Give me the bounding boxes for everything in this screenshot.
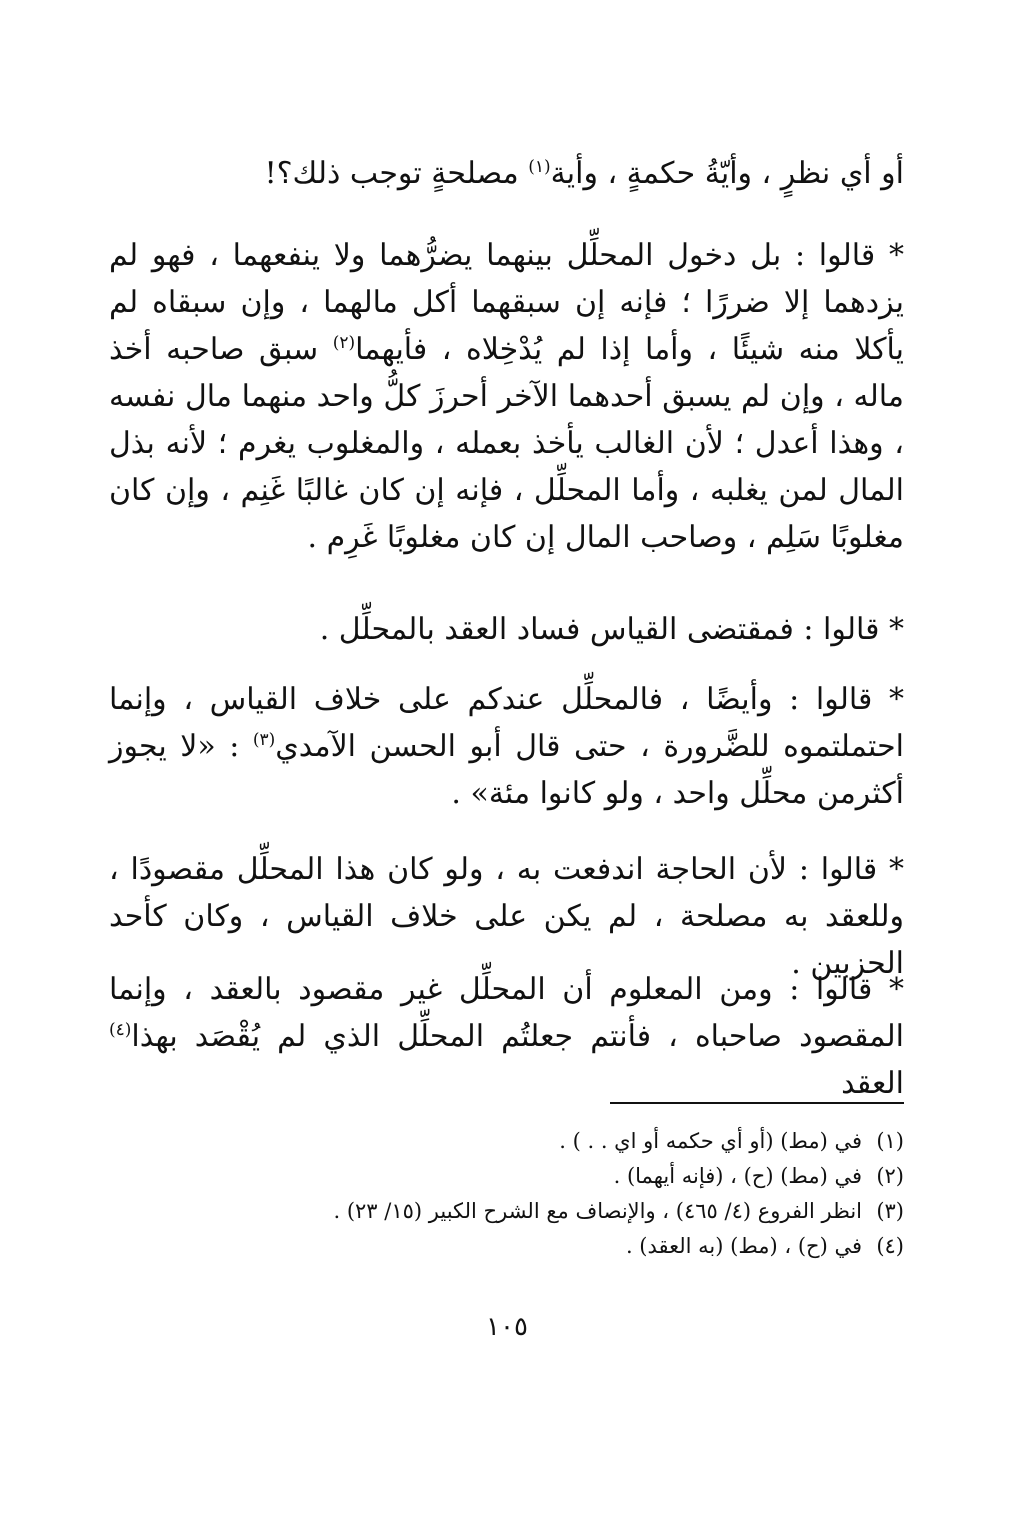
text-run: العقد	[841, 1066, 904, 1101]
paragraph-6	[109, 966, 904, 1107]
text-run: * قالوا : بل دخول المحلِّل بينهما يضرُّهما ولا ينفعهما ، فهو لم يزدهما إلا ضررًا ؛ فإنه إن سبقهما أكل مالهما ، وإن سبقاه لم يأكلا منه شيئًا ، وأما إذا لم يُدْخِلاه ، فأيهما	[109, 238, 904, 367]
footnote-text: انظر الفروع (٤/ ٤٦٥) ، والإنصاف مع الشرح الكبير (١٥/ ٢٣) .	[333, 1199, 862, 1223]
footnote-divider	[610, 1102, 904, 1104]
footnote-number: (٣)	[876, 1199, 904, 1223]
footnote-number: (٢)	[876, 1164, 904, 1188]
footnote-4	[109, 1229, 904, 1264]
footnote-ref-2[interactable]: (٢)	[332, 333, 356, 353]
paragraph-1	[109, 150, 904, 197]
footnote-1	[109, 1124, 904, 1159]
text-run: * قالوا : ومن المعلوم أن المحلِّل غير مقصود بالعقد ، وإنما المقصود صاحباه ، فأنتم جعلتُم المحلِّل الذي لم يُقْصَد بهذا	[109, 972, 904, 1054]
footnotes	[109, 1124, 904, 1264]
footnote-number: (٤)	[876, 1234, 904, 1258]
page-number: ١٠٥	[486, 1312, 528, 1342]
footnote-text: في (مط) (ح) ، (فإنه أيهما) .	[613, 1164, 862, 1188]
footnote-ref-1[interactable]: (١)	[528, 157, 551, 177]
paragraph-text	[109, 150, 904, 197]
text-run: * قالوا : فمقتضى القياس فساد العقد بالمحلِّل .	[319, 612, 904, 647]
text-run: : «لا يجوز أكثرمن محلِّل واحد ، ولو كانوا مئة» .	[109, 729, 904, 811]
paragraph-3	[109, 606, 904, 653]
text-run: سبق صاحبه أخذ ماله ، وإن لم يسبق أحدهما الآخر أحرزَ كلُّ واحد منهما مال نفسه ، وهذا أعدل ؛ لأن الغالب يأخذ بعمله ، والمغلوب يغرم ؛ لأنه بذل المال لمن يغلبه ، وأما المحلِّل ، فإنه إن كان غالبًا غَنِم ، وإن كان مغلوبًا سَلِم ، وصاحب المال إن كان مغلوبًا غَرِم .	[109, 332, 904, 555]
footnote-text: في (مط) (أو أي حكمه أو اي . . ) .	[559, 1129, 862, 1153]
footnote-ref-3[interactable]: (٣)	[252, 730, 276, 750]
paragraph-text	[109, 966, 904, 1107]
footnote-text: في (ح) ، (مط) (به العقد) .	[625, 1234, 862, 1258]
footnote-3	[109, 1194, 904, 1229]
paragraph-4	[109, 676, 904, 817]
paragraph-text	[109, 676, 904, 817]
text-run: مصلحةٍ توجب ذلك؟!	[264, 156, 529, 191]
footnote-2	[109, 1159, 904, 1194]
text-run: * قالوا : وأيضًا ، فالمحلِّل عندكم على خلاف القياس ، وإنما احتملتموه للضَّرورة ، حتى قال أبو الحسن الآمدي	[109, 682, 904, 764]
paragraph-text	[109, 606, 904, 653]
paragraph-2	[109, 232, 904, 561]
paragraph-text	[109, 232, 904, 561]
text-run: * قالوا : لأن الحاجة اندفعت به ، ولو كان هذا المحلِّل مقصودًا ، وللعقد به مصلحة ، لم يكن على خلاف القياس ، وكان كأحد الحزبين .	[109, 852, 904, 981]
footnote-ref-4[interactable]: (٤)	[109, 1020, 132, 1040]
text-run: أو أي نظرٍ ، وأيّةُ حكمةٍ ، وأية	[550, 156, 904, 191]
footnote-number: (١)	[876, 1129, 904, 1153]
